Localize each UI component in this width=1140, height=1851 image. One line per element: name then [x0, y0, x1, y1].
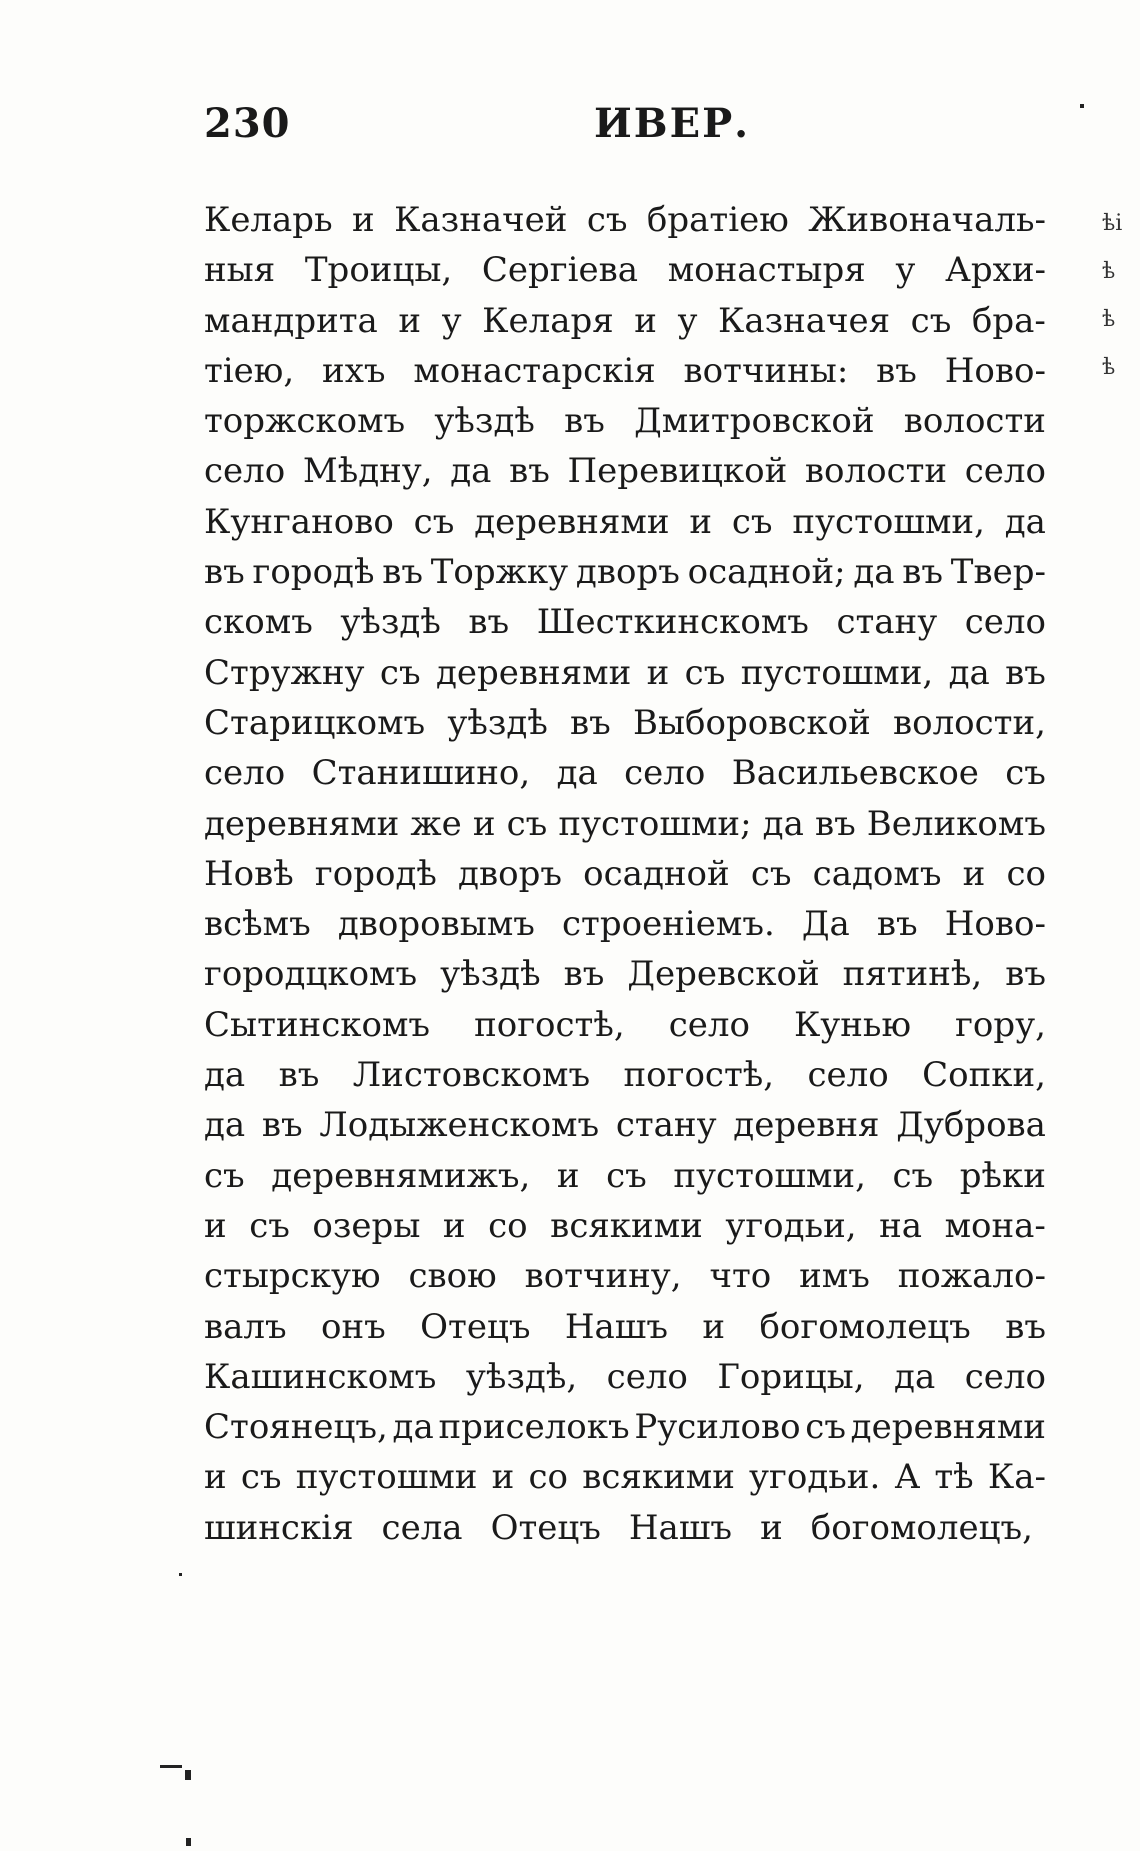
text-word: Шесткинскомъ [536, 602, 809, 643]
text-line [204, 1151, 1046, 1201]
text-word: въ [1005, 1306, 1046, 1347]
text-line [204, 1402, 1046, 1452]
text-word: Архи- [945, 250, 1046, 291]
text-word: и [472, 803, 496, 844]
text-word: имъ [799, 1256, 870, 1297]
text-word: въ [261, 1105, 303, 1146]
text-word: съ [731, 501, 773, 542]
text-word: приселокъ [438, 1407, 630, 1448]
text-line [204, 1201, 1046, 1251]
text-word: въ [563, 954, 605, 995]
text-word: богомолецъ, [810, 1507, 1033, 1548]
margin-fragment: ѣ [1102, 355, 1116, 380]
text-word: рѣки [959, 1155, 1046, 1196]
text-word: дворъ [458, 853, 562, 894]
text-word: ихъ [322, 350, 386, 391]
text-word: въ [278, 1055, 320, 1096]
text-word: и [352, 200, 375, 240]
text-word: А [894, 1457, 921, 1498]
text-word: Ново- [944, 350, 1046, 391]
text-word: со [528, 1457, 569, 1498]
text-word: Новѣ [204, 853, 294, 894]
text-word: пожало- [897, 1256, 1046, 1297]
print-speck [160, 1765, 182, 1768]
text-word: братiею [646, 200, 789, 240]
text-word: село [807, 1055, 889, 1096]
text-word: уѣздѣ [440, 954, 541, 995]
text-word: въ [1005, 954, 1046, 995]
text-word: Казначея [718, 300, 891, 341]
text-line [204, 1503, 1046, 1553]
text-word: Твер- [950, 552, 1046, 593]
page-header [204, 100, 1004, 160]
text-line [204, 396, 1046, 446]
text-word: съ [506, 803, 548, 844]
text-word: да [853, 552, 895, 593]
text-word: городѣ [314, 853, 437, 894]
text-line [204, 245, 1046, 295]
text-line [204, 1352, 1046, 1402]
text-word: погостѣ, [623, 1055, 775, 1096]
text-word: Горицы, [717, 1356, 865, 1397]
text-word: въ [204, 552, 245, 593]
text-word: дворъ [575, 552, 680, 593]
text-word: пустошми [295, 1457, 478, 1498]
text-word: съ [750, 853, 792, 894]
text-line [204, 1050, 1046, 1100]
text-word: со [488, 1205, 528, 1246]
print-speck [186, 1838, 191, 1846]
text-word: у [441, 300, 462, 341]
text-word: садомъ [812, 853, 942, 894]
text-word: онъ [321, 1306, 386, 1347]
text-word: скомъ [204, 602, 313, 643]
text-word: въ [564, 401, 605, 442]
text-line [204, 1100, 1046, 1150]
text-word: деревнями [850, 1407, 1046, 1448]
text-word: съ [910, 300, 952, 341]
text-word: уѣздѣ [340, 602, 441, 643]
text-word: волости [804, 451, 948, 492]
text-word: всякими [550, 1205, 703, 1246]
text-word: село [606, 1356, 688, 1397]
text-word: угодьи, [725, 1205, 857, 1246]
text-word: и [634, 300, 657, 341]
text-word: вотчину, [524, 1256, 682, 1297]
text-word: и [204, 1205, 227, 1246]
text-word: да [450, 451, 492, 492]
text-word: и [204, 1457, 227, 1498]
text-word: тiею, [204, 350, 295, 391]
text-word: да [762, 803, 804, 844]
text-word: Кунганово [204, 501, 394, 542]
text-word: Станишино, [311, 753, 531, 794]
text-word: въ [814, 803, 856, 844]
text-word: всѣмъ [204, 904, 311, 945]
text-word: и [646, 652, 670, 693]
text-word: село [668, 1004, 750, 1045]
text-word: Лодыженскомъ [319, 1105, 600, 1146]
text-word: мандрита [204, 300, 378, 341]
text-word: Ка- [987, 1457, 1046, 1498]
text-word: Нашъ [564, 1306, 669, 1347]
text-word: Перевицкой [567, 451, 788, 492]
margin-fragments [1102, 200, 1132, 392]
text-line [204, 195, 1046, 245]
text-word: да [204, 1105, 246, 1146]
text-word: съ [240, 1457, 282, 1498]
text-word: да [204, 1055, 246, 1096]
text-word: въ [382, 552, 423, 593]
text-word: стану [836, 602, 938, 643]
text-word: и [491, 1457, 515, 1498]
text-word: со [1006, 853, 1046, 894]
text-word: съ [379, 652, 421, 693]
text-word: Да [801, 904, 850, 945]
margin-fragment: ѣi [1102, 211, 1123, 236]
text-word: и [702, 1306, 726, 1347]
text-line [204, 899, 1046, 949]
text-word: монастыря [667, 250, 866, 291]
text-word: деревнямижъ, [271, 1155, 531, 1196]
text-word: село [204, 753, 286, 794]
body-text [204, 195, 1046, 1553]
text-word: село [964, 451, 1046, 492]
text-word: погостѣ, [474, 1004, 625, 1045]
text-word: Ново- [944, 904, 1046, 945]
text-word: Старицкомъ [204, 702, 426, 743]
text-word: торжскомъ [204, 401, 406, 442]
text-word: Сопки, [922, 1055, 1046, 1096]
text-word: дворовымъ [337, 904, 535, 945]
text-word: монастарскiя [413, 350, 656, 391]
text-word: въ [570, 702, 611, 743]
text-word: валъ [204, 1306, 287, 1347]
text-word: Деревской [627, 954, 820, 995]
text-word: уѣздѣ, [465, 1356, 578, 1397]
text-word: Торжку [430, 552, 569, 593]
text-word: Нашъ [628, 1507, 733, 1548]
text-word: Выборовской [632, 702, 871, 743]
text-word: тѣ [934, 1457, 974, 1498]
text-word: Отецъ [420, 1306, 531, 1347]
text-line [204, 748, 1046, 798]
text-word: Казначей [394, 200, 568, 240]
margin-fragment: ѣ [1102, 307, 1116, 332]
text-word: деревнями [435, 652, 632, 693]
text-word: уѣздѣ [447, 702, 548, 743]
text-line [204, 949, 1046, 999]
text-word: съ [249, 1205, 290, 1246]
text-word: въ [509, 451, 550, 492]
print-speck [179, 1573, 182, 1576]
text-word: городѣ [252, 552, 375, 593]
text-word: да [948, 652, 990, 693]
text-word: строенiемъ. [562, 904, 775, 945]
text-word: пустошми, [673, 1155, 866, 1196]
text-line [204, 296, 1046, 346]
text-word: у [895, 250, 916, 291]
text-word: и [962, 853, 986, 894]
text-word: пустошми; [558, 803, 752, 844]
text-word: деревнями [204, 803, 400, 844]
text-word: осадной [583, 853, 730, 894]
text-word: и [442, 1205, 466, 1246]
text-word: въ [1005, 652, 1046, 693]
text-word: Стоянецъ, [204, 1407, 388, 1448]
text-word: Сытинскомъ [204, 1004, 431, 1045]
text-word: съ [413, 501, 455, 542]
text-word: у [677, 300, 698, 341]
text-word: съ [586, 200, 628, 240]
text-word: Троицы, [304, 250, 453, 291]
text-line [204, 698, 1046, 748]
text-word: съ [1005, 753, 1046, 794]
text-word: съ [684, 652, 726, 693]
text-word: Мѣдну, [302, 451, 433, 492]
text-word: свою [408, 1256, 497, 1297]
text-word: бра- [971, 300, 1046, 341]
text-word: Сергiева [481, 250, 639, 291]
text-line [204, 648, 1046, 698]
text-line [204, 1000, 1046, 1050]
text-word: стану [615, 1105, 717, 1146]
text-word: съ [204, 1155, 245, 1196]
text-word: Келаря [482, 300, 614, 341]
text-word: шинскiя [204, 1507, 354, 1548]
text-word: въ [876, 904, 918, 945]
text-word: ныя [204, 250, 276, 291]
text-word: пустошми, [792, 501, 985, 542]
text-word: село [964, 602, 1046, 643]
text-word: да [556, 753, 598, 794]
text-word: пятинѣ, [842, 954, 983, 995]
margin-fragment: ѣ [1102, 259, 1116, 284]
text-line [204, 1302, 1046, 1352]
text-word: гору, [955, 1004, 1046, 1045]
text-word: Листовскомъ [352, 1055, 591, 1096]
text-line [204, 497, 1046, 547]
text-line [204, 597, 1046, 647]
text-word: же [410, 803, 462, 844]
running-head: ИВЕР. [594, 100, 751, 147]
text-line [204, 849, 1046, 899]
text-line [204, 1251, 1046, 1301]
text-word: что [709, 1256, 772, 1297]
text-word: уѣздѣ [434, 401, 535, 442]
text-word: Стружну [204, 652, 365, 693]
page-number: 230 [204, 100, 291, 147]
text-word: въ [876, 350, 917, 391]
text-word: Великомъ [866, 803, 1046, 844]
text-word: село [964, 1356, 1046, 1397]
text-line [204, 446, 1046, 496]
text-word: деревнями [474, 501, 670, 542]
text-word: Дуброва [896, 1105, 1046, 1146]
text-word: да [894, 1356, 936, 1397]
text-word: да [392, 1407, 434, 1448]
text-word: богомолецъ [759, 1306, 971, 1347]
text-word: Дмитровской [634, 401, 875, 442]
text-word: Келарь [204, 200, 333, 240]
text-word: всякими [582, 1457, 735, 1498]
text-word: и [689, 501, 713, 542]
text-word: стырскую [204, 1256, 381, 1297]
text-word: осадной; [687, 552, 846, 593]
text-line [204, 1452, 1046, 1502]
text-word: на [879, 1205, 923, 1246]
print-speck [1080, 104, 1084, 108]
text-word: Отецъ [490, 1507, 601, 1548]
text-word: угодьи. [749, 1457, 881, 1498]
text-line [204, 799, 1046, 849]
text-word: озеры [312, 1205, 421, 1246]
text-word: деревня [733, 1105, 880, 1146]
text-word: городцкомъ [204, 954, 418, 995]
text-word: въ [902, 552, 944, 593]
text-word: Живоначаль- [808, 200, 1046, 240]
text-word: въ [468, 602, 510, 643]
text-word: и [398, 300, 422, 341]
text-word: вотчины: [683, 350, 849, 391]
text-word: село [624, 753, 706, 794]
text-word: мона- [944, 1205, 1046, 1246]
text-word: съ [892, 1155, 934, 1196]
text-line [204, 346, 1046, 396]
text-word: Васильевское [731, 753, 979, 794]
text-word: волости [903, 401, 1046, 442]
print-speck [185, 1770, 191, 1780]
text-line [204, 547, 1046, 597]
text-word: Русилово [634, 1407, 801, 1448]
text-word: да [1004, 501, 1046, 542]
text-word: Кашинскомъ [204, 1356, 437, 1397]
text-word: съ [805, 1407, 846, 1448]
text-word: село [204, 451, 286, 492]
text-word: и [556, 1155, 580, 1196]
text-word: Кунью [793, 1004, 912, 1045]
text-word: волости, [892, 702, 1046, 743]
text-word: и [760, 1507, 783, 1548]
text-word: села [381, 1507, 463, 1548]
text-word: съ [606, 1155, 647, 1196]
text-word: пустошми, [740, 652, 934, 693]
